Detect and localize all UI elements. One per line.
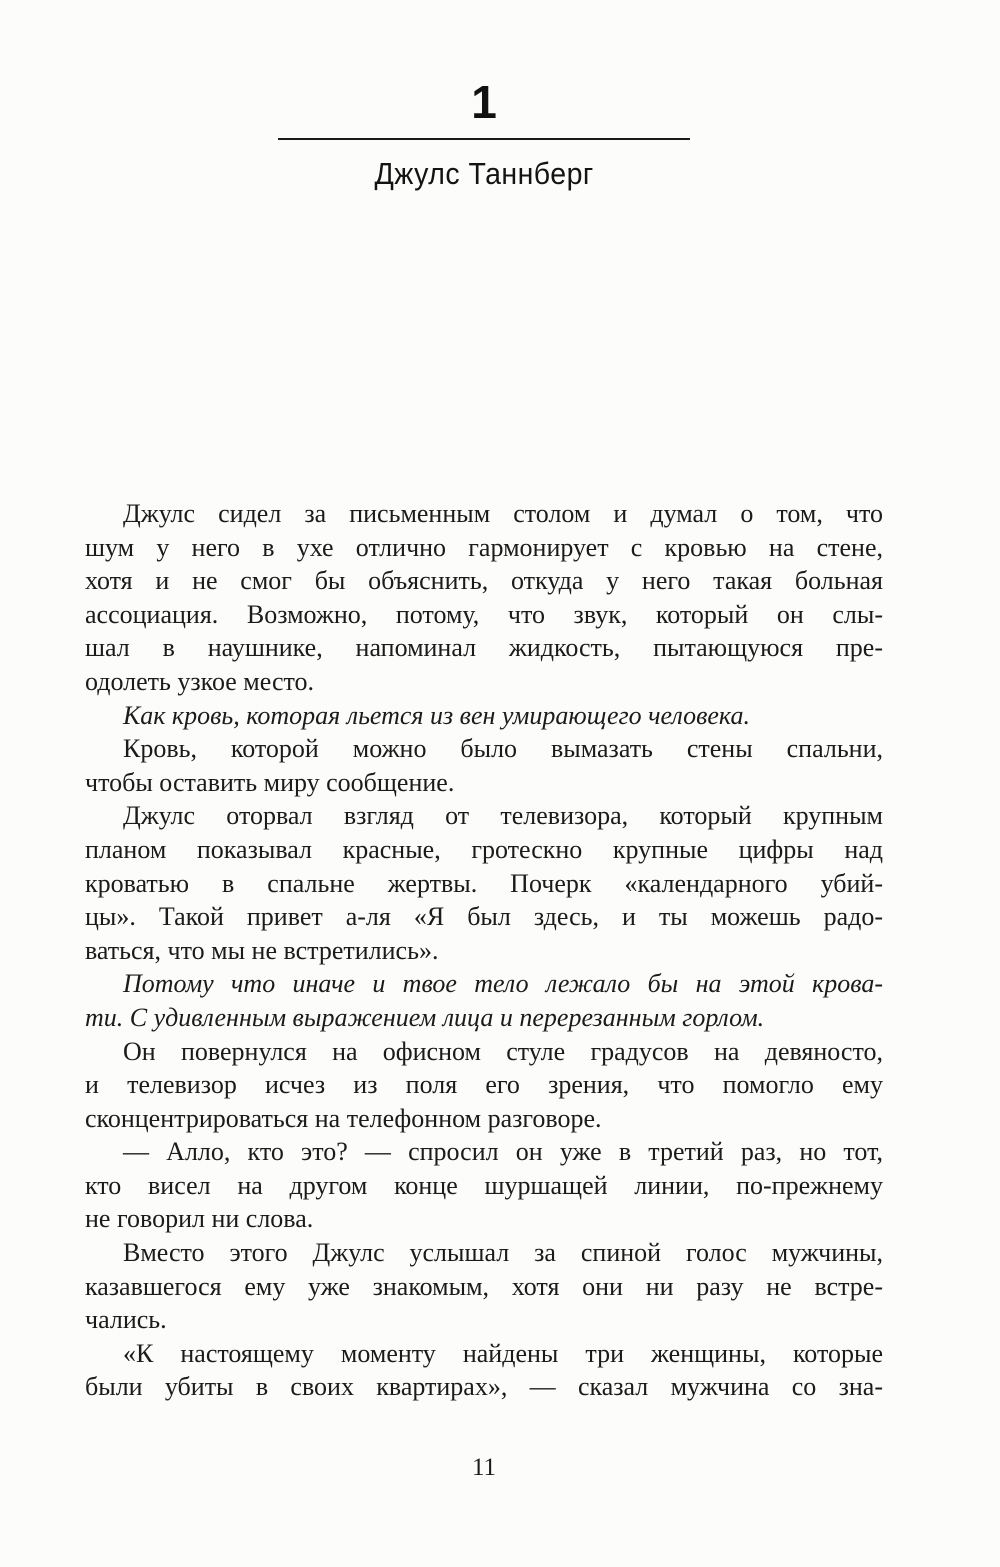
text-line: были убиты в своих квартирах», — сказал мужчина со зна- [85, 1372, 883, 1402]
paragraph [85, 497, 883, 699]
text-line: ти. С удивленным выражением лица и перерезанным горлом. [85, 1002, 765, 1032]
text-line: Вместо этого Джулс услышал за спиной голос мужчины, [123, 1238, 883, 1268]
paragraph [85, 732, 883, 799]
text-line: «К настоящему моменту найдены три женщины, которые [123, 1338, 883, 1368]
text-line: чтобы оставить миру сообщение. [85, 767, 455, 797]
paragraph [85, 1135, 883, 1236]
paragraph [85, 799, 883, 967]
text-line: не говорил ни слова. [85, 1204, 314, 1234]
text-line: чались. [85, 1305, 167, 1335]
text-line: кроватью в спальне жертвы. Почерк «календарного убий- [85, 868, 883, 898]
text-line: Он повернулся на офисном стуле градусов на девяносто, [123, 1036, 883, 1066]
text-line: ваться, что мы не встретились». [85, 935, 439, 965]
paragraph [85, 1035, 883, 1136]
text-line: кто висел на другом конце шуршащей линии, по-прежнему [85, 1170, 883, 1200]
text-line: Потому что иначе и твое тело лежало бы на этой крова- [123, 969, 883, 999]
paragraph [85, 1236, 883, 1337]
text-line: и телевизор исчез из поля его зрения, что помогло ему [85, 1070, 883, 1100]
text-line: Как кровь, которая льется из вен умирающего человека. [123, 700, 750, 730]
paragraph [85, 699, 883, 733]
text-line: Джулс оторвал взгляд от телевизора, который крупным [123, 801, 883, 831]
text-line: хотя и не смог бы объяснить, откуда у него такая больная [85, 566, 883, 596]
text-block [85, 0, 883, 1482]
body-text [85, 497, 883, 1404]
text-line: планом показывал красные, гротескно крупные цифры над [85, 834, 883, 864]
chapter-divider-rule [278, 138, 690, 140]
text-line: сконцентрироваться на телефонном разговоре. [85, 1103, 602, 1133]
text-line: казавшегося ему уже знакомым, хотя они ни разу не встре- [85, 1271, 883, 1301]
text-line: Кровь, которой можно было вымазать стены спальни, [123, 734, 883, 764]
text-line: — Алло, кто это? — спросил он уже в третий раз, но тот, [123, 1137, 883, 1167]
paragraph [85, 1337, 883, 1404]
text-line: одолеть узкое место. [85, 666, 315, 696]
paragraph [85, 967, 883, 1034]
chapter-number: 1 [471, 76, 497, 128]
page-number: 11 [471, 1454, 497, 1482]
text-line: ассоциация. Возможно, потому, что звук, который он слы- [85, 599, 883, 629]
text-line: шал в наушнике, напоминал жидкость, пытающуюся пре- [85, 633, 883, 663]
text-line: шум у него в ухе отлично гармонирует с кровью на стене, [85, 532, 883, 562]
text-line: Джулс сидел за письменным столом и думал о том, что [123, 499, 883, 528]
text-line: цы». Такой привет а-ля «Я был здесь, и ты можешь радо- [85, 902, 883, 932]
chapter-title [85, 153, 883, 195]
chapter-title-text: Джулс Таннберг [374, 156, 594, 191]
